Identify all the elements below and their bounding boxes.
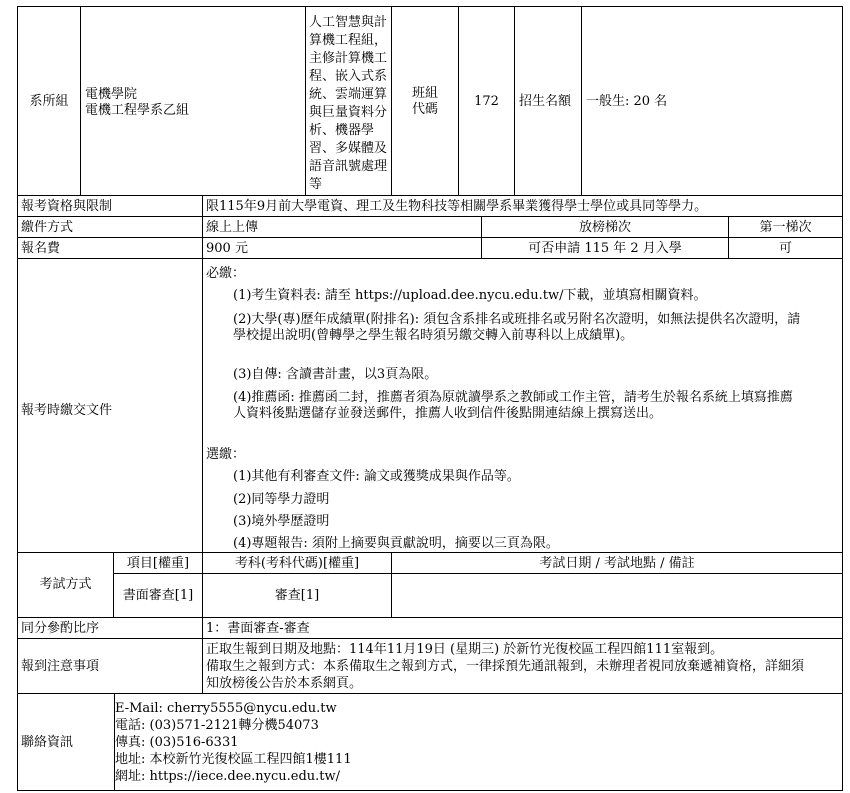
exam-col-item: 項目[權重] (126, 556, 190, 571)
class-code-label: 班組代碼 (412, 86, 439, 117)
dept-label: 系所組 (29, 94, 69, 109)
feb-entry-value-cell (728, 237, 843, 259)
waitlist-label-cell (481, 216, 729, 238)
exam-label: 考試方式 (39, 577, 92, 592)
optional-doc-2: (2)同等學力證明 (233, 492, 330, 507)
fee-label-cell (17, 237, 203, 259)
dept-name-cell (80, 6, 306, 196)
required-doc-3: (3)自傳: 含讀書計畫，以3頁為限。 (233, 367, 438, 382)
contact-info-cell (114, 693, 843, 791)
exam-col-subject-cell (202, 552, 392, 574)
contact-label-cell (17, 693, 115, 791)
fee-value: 900 元 (206, 241, 248, 256)
exam-row-item: 書面審查[1] (122, 588, 194, 603)
contact-phone: 電話: (03)571-2121轉分機54073 (115, 718, 319, 733)
optional-doc-3: (3)境外學歷證明 (233, 514, 330, 529)
class-code: 172 (474, 94, 499, 109)
dept-label-cell (17, 6, 81, 196)
notice-label: 報到注意事項 (21, 659, 100, 674)
payment-value-cell (202, 216, 482, 238)
exam-col-date: 考試日期 / 考試地點 / 備註 (539, 556, 695, 571)
exam-col-subject: 考科(考科代碼)[權重] (234, 556, 360, 571)
college-name: 電機學院 (85, 87, 138, 102)
documents-label-cell (17, 258, 203, 553)
eligibility-text-cell (202, 195, 843, 217)
tiebreak-label: 同分參酌比序 (21, 621, 100, 636)
code-value-cell (458, 6, 515, 196)
tiebreak-value: 1：書面審查-審查 (206, 621, 310, 636)
waitlist-value: 第一梯次 (759, 220, 812, 235)
tiebreak-value-cell (202, 617, 843, 639)
optional-doc-4: (4)專題報告: 須附上摘要與貢獻說明，摘要以三頁為限。 (233, 536, 559, 551)
fee-label: 報名費 (21, 241, 61, 256)
department-name: 電機工程學系乙組 (85, 103, 190, 118)
exam-col-date-cell (391, 552, 843, 574)
required-doc-1: (1)考生資料表: 請至 https://upload.dee.nycu.edu.tw/下載，並填寫相關資料。 (233, 288, 707, 303)
optional-doc-1: (1)其他有利審查文件: 論文或獲獎成果與作品等。 (233, 469, 520, 484)
contact-label: 聯絡資訊 (21, 735, 74, 750)
eligibility-label-cell (17, 195, 203, 217)
quota-value: 一般生: 20 名 (586, 94, 668, 109)
notice-line-2: 備取生之報到方式：本系備取生之報到方式，一律採預先通訊報到，未辦理者視同放棄遞補資格，詳細須知放榜後公告於本系網頁。 (206, 659, 805, 691)
feb-entry-label-cell (481, 237, 729, 259)
code-label-cell (391, 6, 459, 196)
contact-website: 網址: https://iece.dee.nycu.edu.tw/ (115, 769, 341, 784)
notice-line-1: 正取生報到日期及地點：114年11月19日 (星期三) 於新竹光復校區工程四館111室報到。 (206, 642, 724, 657)
contact-email: E-Mail: cherry5555@nycu.edu.tw (115, 701, 337, 716)
eligibility-label: 報考資格與限制 (21, 199, 113, 214)
exam-row-subject-cell (202, 573, 392, 618)
waitlist-value-cell (728, 216, 843, 238)
group-desc-cell (305, 6, 392, 196)
required-doc-4: (4)推薦函: 推薦函二封，推薦者須為原就讀學系之教師或工作主管，請考生於報名系統上填寫推薦人資料後點選儲存並發送郵件，推薦人收到信件後點開連結線上撰寫送出。 (233, 390, 793, 421)
payment-label-cell (17, 216, 203, 238)
group-description: 人工智慧與計算機工程組，主修計算機工程、嵌入式系統、雲端運算與巨量資料分析、機器學習、多媒體及語音訊號處理等 (309, 15, 388, 192)
exam-row-subject: 審查[1] (274, 588, 320, 603)
quota-label: 招生名額 (519, 94, 572, 109)
notice-label-cell (17, 638, 203, 694)
documents-content-cell (202, 258, 843, 553)
contact-fax: 傳真: (03)516-6331 (115, 735, 239, 750)
feb-entry-label: 可否申請 115 年 2 月入學 (528, 241, 682, 256)
exam-row-date-cell (391, 573, 843, 618)
eligibility-text: 限115年9月前大學電資、理工及生物科技等相關學系畢業獲得學士學位或具同等學力。 (206, 199, 708, 214)
exam-row-item-cell (113, 573, 203, 618)
required-title: 必繳： (206, 266, 246, 281)
documents-label: 報考時繳交文件 (21, 403, 113, 418)
contact-address: 地址: 本校新竹光復校區工程四館1樓111 (115, 752, 352, 767)
admission-table (17, 6, 843, 791)
tiebreak-label-cell (17, 617, 203, 639)
payment-label: 繳件方式 (21, 220, 74, 235)
exam-col-item-cell (113, 552, 203, 574)
quota-value-cell (581, 6, 843, 196)
optional-title: 選繳： (206, 447, 246, 462)
required-doc-2: (2)大學(專)歷年成績單(附排名): 須包含系排名或班排名或另附名次證明，如無法提供名次證明，請學校提出說明(曾轉學之學生報名時須另繳交轉入前專科以上成績單)。 (233, 312, 801, 343)
waitlist-label: 放榜梯次 (578, 220, 631, 235)
notice-text-cell (202, 638, 843, 694)
quota-label-cell (514, 6, 582, 196)
payment-value: 線上上傳 (206, 220, 259, 235)
fee-value-cell (202, 237, 482, 259)
feb-entry-value: 可 (778, 241, 792, 256)
exam-label-cell (17, 552, 114, 618)
